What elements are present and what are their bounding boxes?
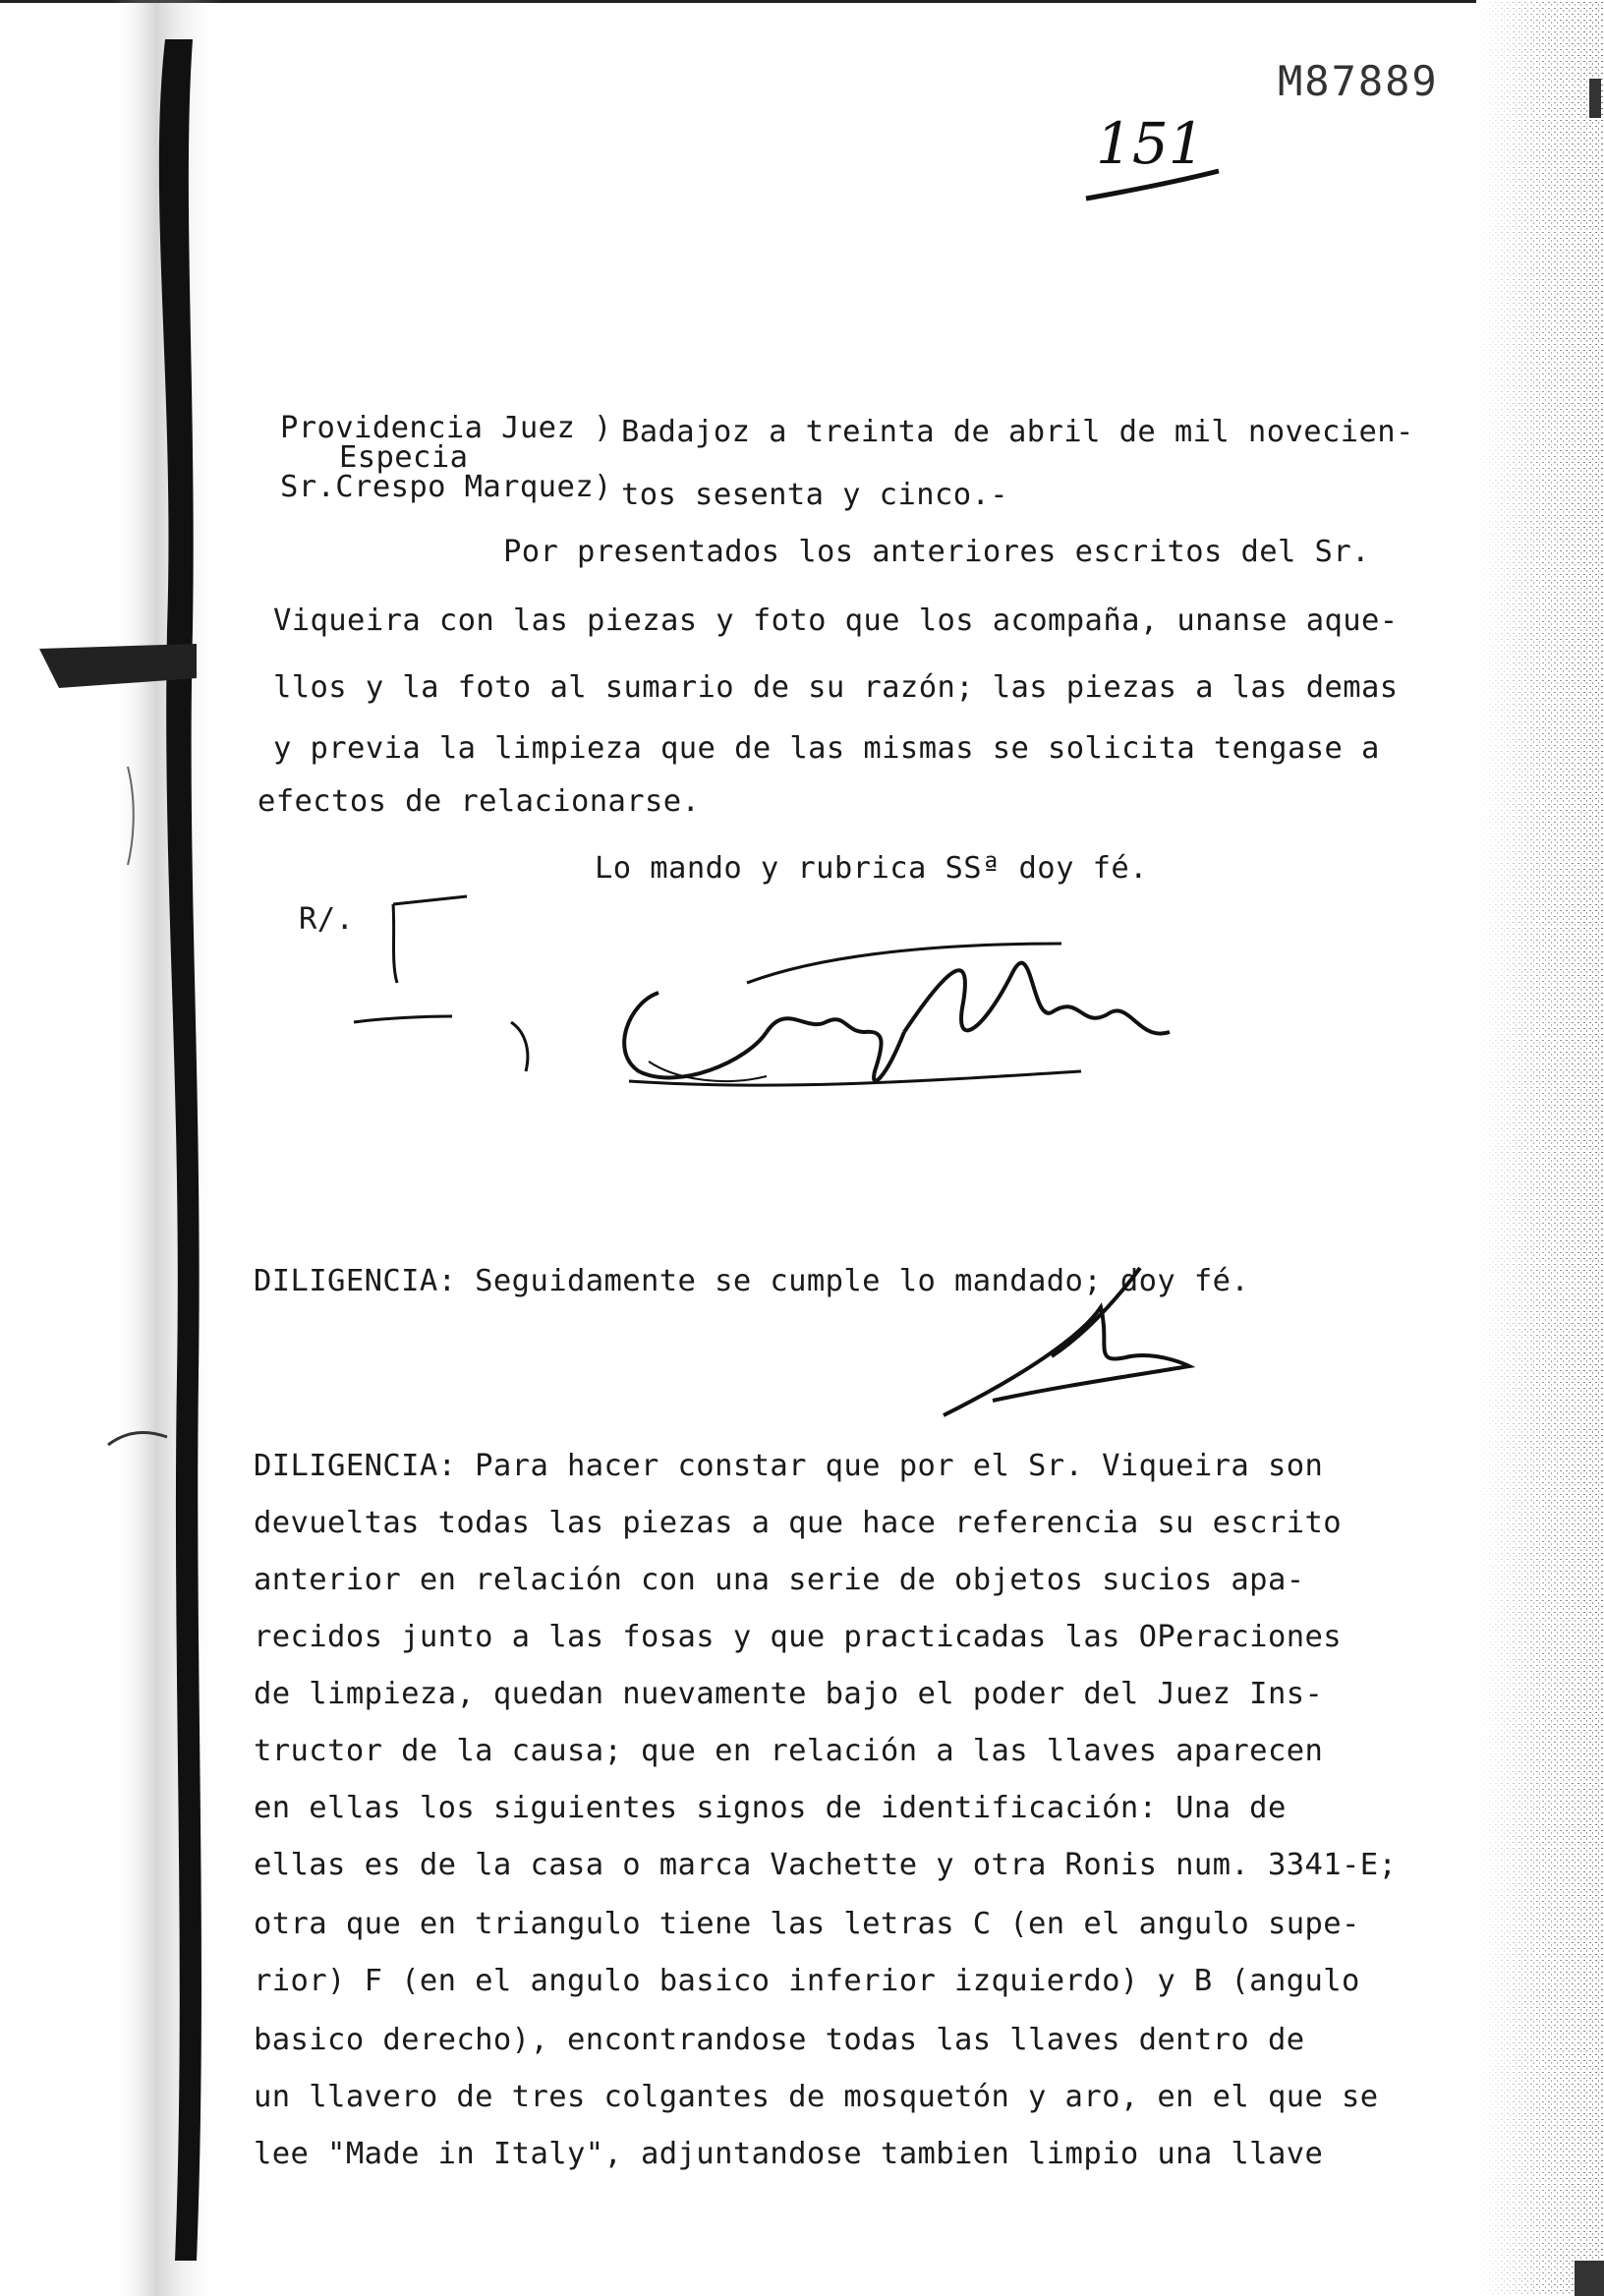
paragraph1-line-3: llos y la foto al sumario de su razón; las piezas a las demas — [273, 670, 1399, 705]
folio-number: 151 — [1096, 110, 1205, 177]
diligencia2-line-13: lee "Made in Italy", adjuntandose tambien limpio una llave — [254, 2137, 1324, 2171]
paragraph1-line-4: y previa la limpieza que de las mismas se solicita tengase a — [273, 731, 1380, 766]
header-date-line-2: tos sesenta y cinco.- — [621, 478, 1009, 512]
diligencia1-text: DILIGENCIA: Seguidamente se cumple lo mandado; doy fé. — [254, 1264, 1250, 1298]
diligencia2-line-4: recidos junto a las fosas y que practicadas las OPeraciones — [254, 1620, 1342, 1654]
diligencia2-line-12: un llavero de tres colgantes de mosquetón y aro, en el que se — [254, 2080, 1379, 2114]
diligencia2-line-2: devueltas todas las piezas a que hace referencia su escrito — [254, 1506, 1342, 1540]
header-left-line-3: Sr.Crespo Marquez) — [280, 470, 612, 504]
paragraph1-line-2: Viqueira con las piezas y foto que los acompaña, unanse aque- — [273, 603, 1399, 638]
closing-formula: Lo mando y rubrica SSª doy fé. — [595, 851, 1148, 886]
diligencia2-line-10: rior) F (en el angulo basico inferior izquierdo) y B (angulo — [254, 1964, 1360, 1998]
judge-signature — [334, 885, 1376, 1111]
diligencia2-line-7: en ellas los siguientes signos de identificación: Una de — [254, 1791, 1287, 1825]
header-left-line-1: Providencia Juez ) — [280, 411, 612, 445]
paragraph1-line-5: efectos de relacionarse. — [258, 784, 701, 819]
archive-reference-code: M87889 — [1278, 57, 1439, 105]
binding-spine-shadow — [0, 0, 236, 2296]
header-date-line-1: Badajoz a treinta de abril de mil novecien- — [621, 415, 1414, 449]
diligencia2-line-8: ellas es de la casa o marca Vachette y otra Ronis num. 3341-E; — [254, 1848, 1398, 1882]
diligencia2-line-9: otra que en triangulo tiene las letras C (en el angulo supe- — [254, 1907, 1360, 1941]
diligencia2-line-1: DILIGENCIA: Para hacer constar que por el Sr. Viqueira son — [254, 1449, 1324, 1483]
diligencia2-line-5: de limpieza, quedan nuevamente bajo el poder del Juez Ins- — [254, 1677, 1324, 1711]
header-left-line-2: Especia — [339, 440, 469, 475]
paragraph1-line-1: Por presentados los anteriores escritos del Sr. — [503, 535, 1370, 569]
diligencia2-line-6: tructor de la causa; que en relación a las llaves aparecen — [254, 1734, 1324, 1768]
rubric-label: R/. — [299, 902, 355, 937]
diligencia2-line-3: anterior en relación con una serie de objetos sucios apa- — [254, 1563, 1305, 1597]
folio-underline — [1081, 167, 1229, 206]
clerk-initial — [934, 1258, 1209, 1435]
page-border-top — [0, 0, 1604, 3]
scan-noise-right — [1476, 0, 1604, 2296]
diligencia2-line-11: basico derecho), encontrandose todas las llaves dentro de — [254, 2023, 1305, 2057]
